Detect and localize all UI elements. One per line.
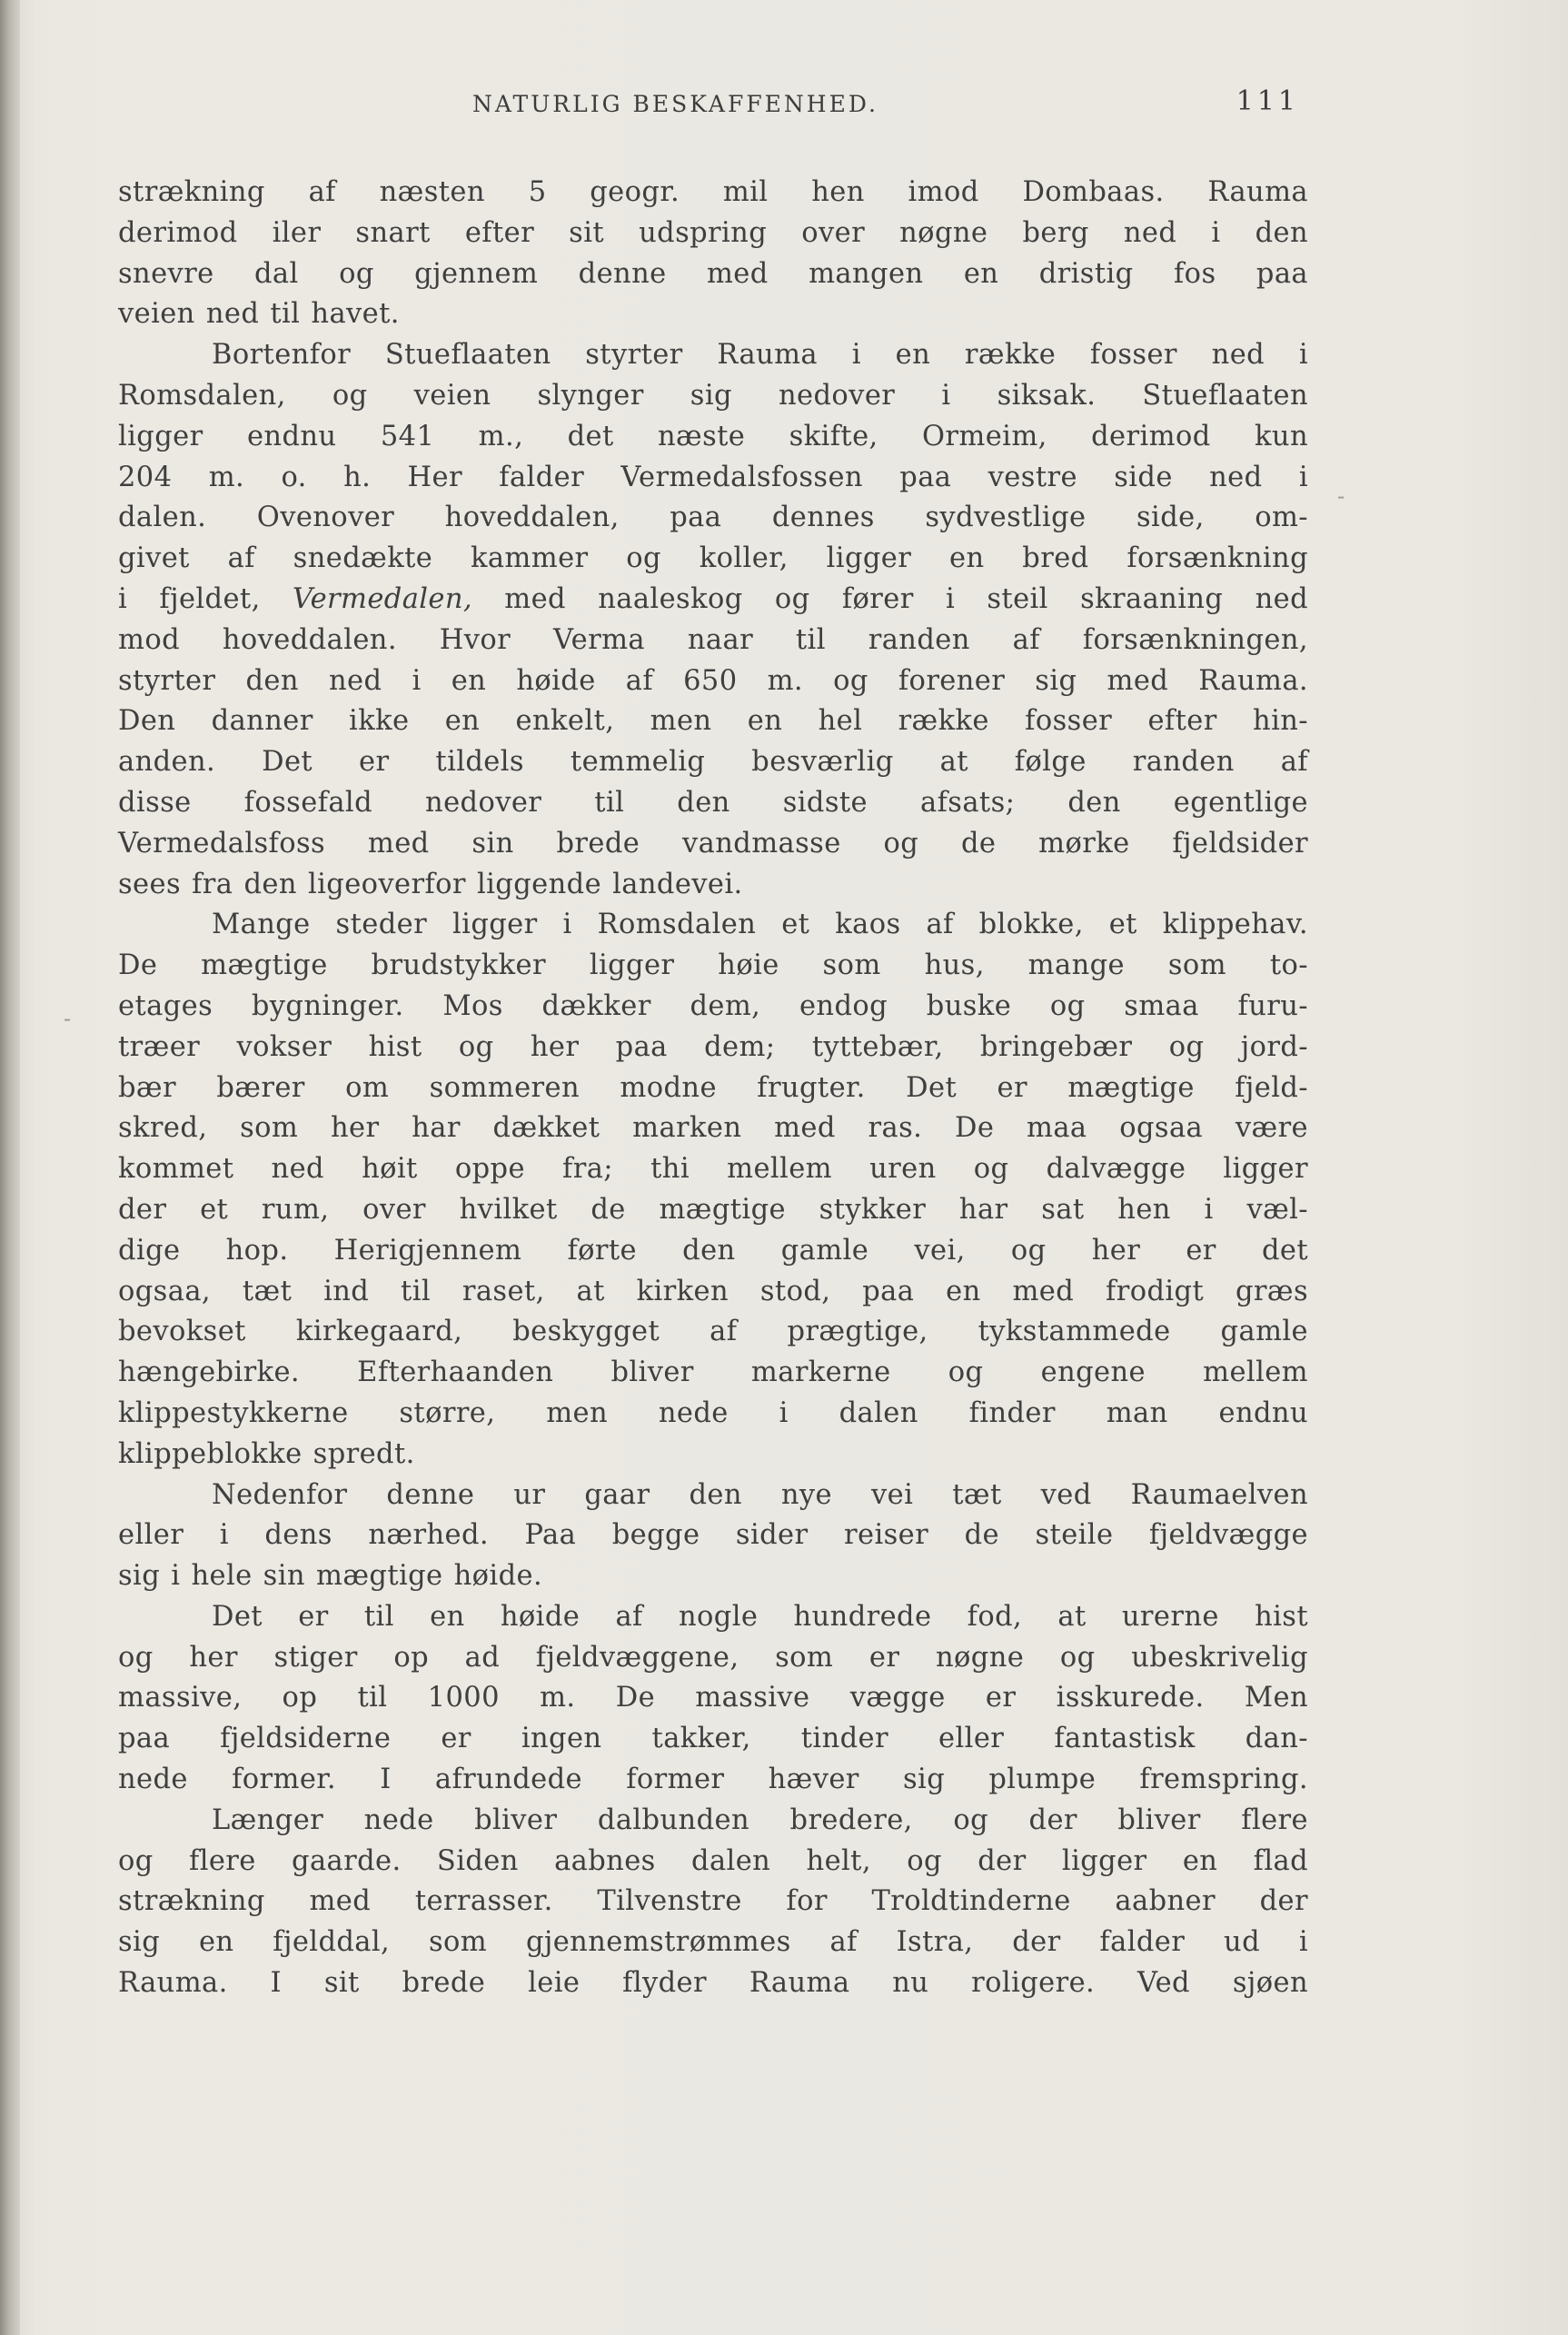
text-line: massive, op til 1000 m. De massive vægge er isskurede. Men (118, 1682, 1308, 1714)
text-line: paa fjeldsiderne er ingen takker, tinder eller fantastisk dan- (118, 1723, 1308, 1755)
text-line: dige hop. Herigjennem førte den gamle vei, og her er det (118, 1234, 1308, 1267)
text-line: Den danner ikke en enkelt, men en hel række fosser efter hin- (118, 705, 1308, 738)
text-line: kommet ned høit oppe fra; thi mellem uren og dalvægge ligger (118, 1153, 1308, 1186)
text-line: Det er til en høide af nogle hundrede fod, at urerne hist (212, 1600, 1308, 1633)
text-line: nede former. I afrundede former hæver sig plumpe fremspring. (118, 1764, 1308, 1796)
text-line: klippeblokke spredt. (118, 1437, 415, 1470)
text-line: strækning med terrasser. Tilvenstre for Troldtinderne aabner der (118, 1885, 1308, 1918)
text-line: styrter den ned i en høide af 650 m. og forener sig med Rauma. (118, 664, 1308, 697)
text-line: mod hoveddalen. Hvor Verma naar til randen af forsænkningen, (118, 623, 1308, 656)
text-line: Bortenfor Stueflaaten styrter Rauma i en række fosser ned i (212, 339, 1308, 372)
text-line: der et rum, over hvilket de mægtige stykker har sat hen i væl- (118, 1193, 1308, 1226)
text-line: snevre dal og gjennem denne med mangen en dristig fos paa (118, 257, 1308, 290)
text-line: sees fra den ligeoverfor liggende landevei. (118, 868, 743, 900)
body-text (118, 173, 1308, 2004)
text-line: træer vokser hist og her paa dem; tyttebær, bringebær og jord- (118, 1030, 1308, 1063)
page-header (118, 85, 1299, 127)
text-line: strækning af næsten 5 geogr. mil hen imod Dombaas. Rauma (118, 176, 1308, 208)
text-line: bevokset kirkegaard, beskygget af prægtige, tykstammede gamle (118, 1316, 1308, 1348)
text-line: Romsdalen, og veien slynger sig nedover i siksak. Stueflaaten (118, 379, 1308, 412)
text-line: i fjeldet, Vermedalen, med naaleskog og fører i steil skraaning ned (118, 582, 1308, 615)
text-line: skred, som her har dækket marken med ras. De maa ogsaa være (118, 1112, 1308, 1145)
text-line: derimod iler snart efter sit udspring over nøgne berg ned i den (118, 216, 1308, 249)
running-title: NATURLIG BESKAFFENHED. (472, 91, 878, 117)
text-line: Længer nede bliver dalbunden bredere, og der bliver flere (212, 1803, 1308, 1836)
text-line: Nedenfor denne ur gaar den nye vei tæt ved Raumaelven (212, 1478, 1308, 1511)
text-line: veien ned til havet. (118, 298, 400, 331)
margin-mark: - (64, 1006, 72, 1031)
text-line: eller i dens nærhed. Paa begge sider reiser de steile fjeldvægge (118, 1519, 1308, 1552)
text-line: Mange steder ligger i Romsdalen et kaos af blokke, et klippehav. (212, 909, 1308, 941)
text-line: sig en fjelddal, som gjennemstrømmes af Istra, der falder ud i (118, 1926, 1308, 1959)
text-line: hængebirke. Efterhaanden bliver markerne og engene mellem (118, 1356, 1308, 1389)
text-line: givet af snedækte kammer og koller, ligger en bred forsænkning (118, 542, 1308, 575)
text-line: bær bærer om sommeren modne frugter. Det er mægtige fjeld- (118, 1071, 1308, 1104)
text-line: ligger endnu 541 m., det næste skifte, Ormeim, derimod kun (118, 420, 1308, 452)
text-line: disse fossefald nedover til den sidste afsats; den egentlige (118, 786, 1308, 819)
text-line: og flere gaarde. Siden aabnes dalen helt, og der ligger en flad (118, 1844, 1308, 1877)
text-line: Rauma. I sit brede leie flyder Rauma nu roligere. Ved sjøen (118, 1967, 1308, 2000)
text-line: De mægtige brudstykker ligger høie som hus, mange som to- (118, 949, 1308, 982)
text-line: etages bygninger. Mos dækker dem, endog buske og smaa furu- (118, 989, 1308, 1022)
book-spine-shadow (0, 0, 20, 2335)
text-line: klippestykkerne større, men nede i dalen finder man endnu (118, 1396, 1308, 1429)
text-line: Vermedalsfoss med sin brede vandmasse og de mørke fjeldsider (118, 827, 1308, 859)
text-line: dalen. Ovenover hoveddalen, paa dennes sydvestlige side, om- (118, 502, 1308, 534)
text-line: og her stiger op ad fjeldvæggene, som er nøgne og ubeskrivelig (118, 1641, 1308, 1674)
text-line: anden. Det er tildels temmelig besværlig at følge randen af (118, 746, 1308, 779)
italic-place-name: Vermedalen, (292, 582, 473, 615)
margin-mark: - (1337, 483, 1345, 509)
text-line: sig i hele sin mægtige høide. (118, 1560, 543, 1593)
text-line: 204 m. o. h. Her falder Vermedalsfossen paa vestre side ned i (118, 461, 1308, 493)
page-number: 111 (1236, 85, 1299, 117)
text-line: ogsaa, tæt ind til raset, at kirken stod, paa en med frodigt græs (118, 1275, 1308, 1307)
